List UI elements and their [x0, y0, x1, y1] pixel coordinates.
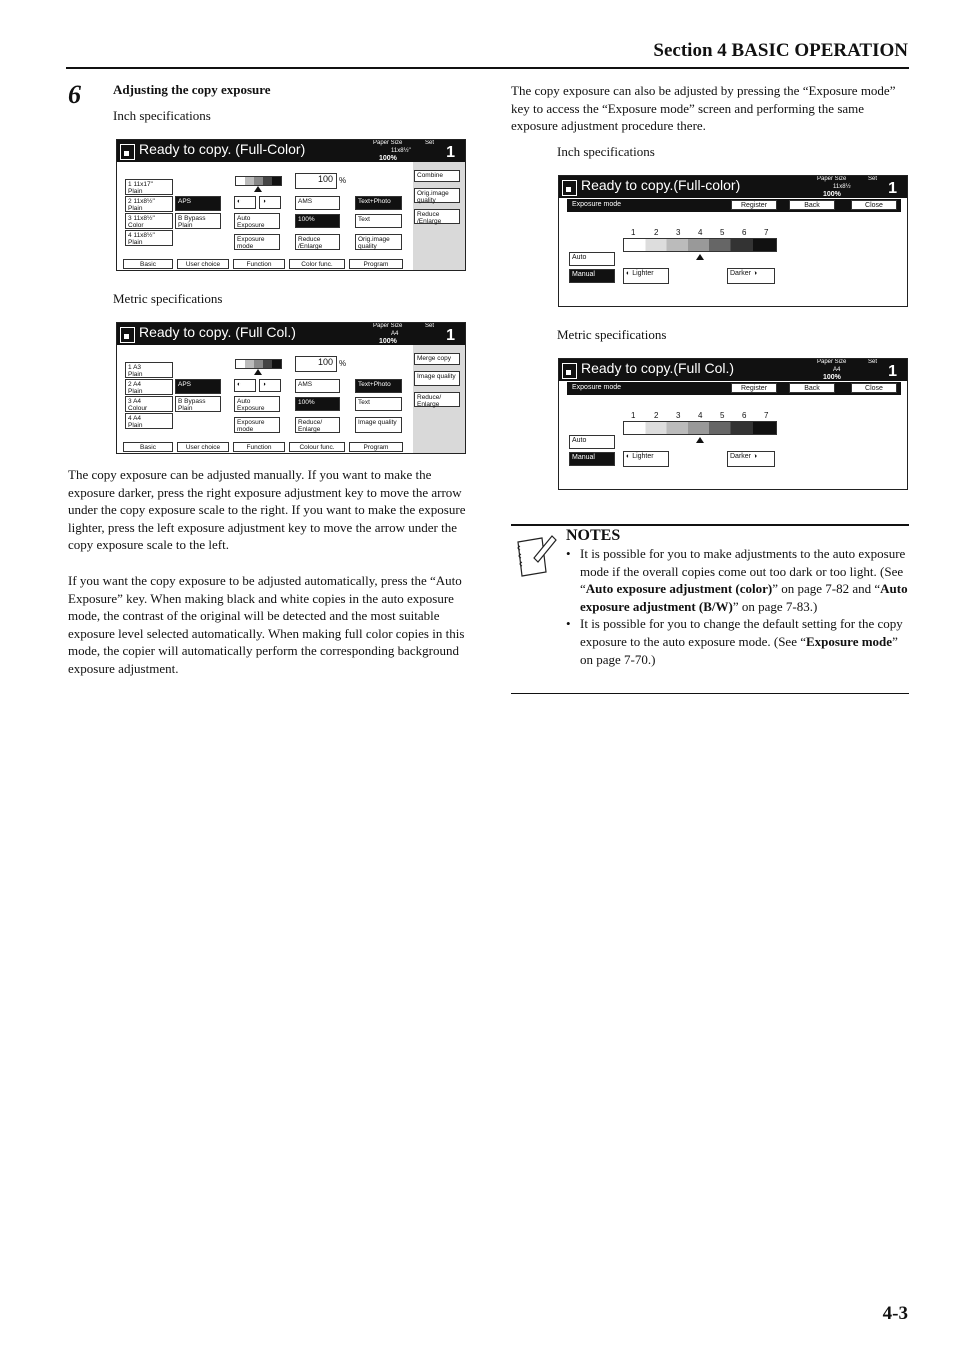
- step-title: Adjusting the copy exposure: [113, 82, 271, 97]
- header-rule: [66, 67, 909, 69]
- zoom-input[interactable]: 100: [295, 356, 337, 372]
- exposure-panel-inch: [558, 175, 908, 307]
- exposure-arrow-icon: [254, 186, 262, 192]
- close-button[interactable]: Close: [851, 383, 897, 393]
- set-count: 1: [446, 144, 455, 161]
- zoom-readout: 100%: [379, 338, 397, 345]
- cassette-4[interactable]: 4 11x8½" Plain: [125, 230, 173, 246]
- set-count: 1: [446, 327, 455, 344]
- cassette-4[interactable]: 4 A4 Plain: [125, 413, 173, 429]
- manual-button[interactable]: Manual: [569, 269, 615, 283]
- notes-item: • It is possible for you to make adjustments to the auto exposure mode if the overall copies come out too dark or too light. (See “Auto exposure adjustment (color)” on page 7-82 and “Auto exposure adjustment (B/W)” on page 7-83.): [566, 545, 908, 615]
- paper-size-value: A4: [833, 367, 841, 373]
- register-button[interactable]: Register: [731, 383, 777, 393]
- cassette-1[interactable]: 1 11x17" Plain: [125, 179, 173, 195]
- tab-program[interactable]: Program: [349, 259, 403, 269]
- body-paragraph-2: If you want the copy exposure to be adjusted automatically, press the “Auto Exposure” key. When making black and white copies in the auto exposure mode, the contrast of the original will be detected and the most suitable exposure level selected automatically. When making full color copies in this mode, the copier will automatically perform the corresponding background exposure adjustment.: [68, 573, 465, 676]
- tab-colour-func[interactable]: Colour func.: [289, 442, 345, 452]
- tab-user-choice[interactable]: User choice: [177, 259, 229, 269]
- scale-number: 1: [631, 411, 636, 420]
- side-button-merge-copy[interactable]: Merge copy: [414, 353, 460, 365]
- side-button-combine[interactable]: Combine: [414, 170, 460, 182]
- exposure-scale: [235, 176, 282, 186]
- document-icon: [120, 327, 135, 343]
- text-button[interactable]: Text: [355, 397, 402, 411]
- exposure-mode-label: Exposure mode: [572, 201, 622, 208]
- side-button-reduce[interactable]: Reduce/ Enlarge: [414, 392, 460, 407]
- manual-button[interactable]: Manual: [569, 452, 615, 466]
- darker-arrow-icon: ◑: [751, 453, 758, 460]
- zoom-readout: 100%: [823, 191, 841, 198]
- copy-panel-metric: [116, 322, 466, 454]
- scale-number: 4: [698, 411, 703, 420]
- cassette-1[interactable]: 1 A3 Plain: [125, 362, 173, 378]
- tab-function[interactable]: Function: [233, 259, 285, 269]
- text-button[interactable]: Text: [355, 214, 402, 228]
- set-count: 1: [888, 180, 897, 197]
- close-button[interactable]: Close: [851, 200, 897, 210]
- scale-number: 6: [742, 228, 747, 237]
- percent-sign: %: [339, 176, 347, 185]
- exposure-scale: [623, 238, 777, 252]
- panel-title: Ready to copy.(Full-color): [581, 177, 741, 193]
- zoom-100-button[interactable]: 100%: [295, 214, 340, 228]
- zoom-readout: 100%: [823, 374, 841, 381]
- back-button[interactable]: Back: [789, 383, 835, 393]
- panel-title-bar: [117, 323, 465, 345]
- lighter-arrow-icon: ◐: [626, 270, 633, 277]
- lighter-key[interactable]: ◐: [234, 379, 256, 392]
- panel-title: Ready to copy.(Full Col.): [581, 360, 735, 376]
- set-label: Set: [425, 140, 435, 146]
- paper-size-label: Paper Size: [373, 140, 403, 146]
- scale-number: 3: [676, 228, 681, 237]
- side-button-image-quality[interactable]: Image quality: [414, 371, 460, 386]
- exposure-arrow-icon: [254, 369, 262, 375]
- exposure-mode-label: Exposure mode: [572, 384, 622, 391]
- scale-number: 5: [720, 411, 725, 420]
- tab-basic[interactable]: Basic: [123, 442, 173, 452]
- percent-sign: %: [339, 359, 347, 368]
- bypass-button[interactable]: B Bypass Plain: [175, 213, 221, 229]
- tab-color-func[interactable]: Color func.: [289, 259, 345, 269]
- panel-title: Ready to copy. (Full-Color): [139, 141, 306, 157]
- paper-size-label: Paper Size: [817, 176, 847, 182]
- reduce-enlarge-button[interactable]: Reduce /Enlarge: [295, 234, 340, 250]
- set-count: 1: [888, 363, 897, 380]
- document-icon: [562, 363, 577, 379]
- register-button[interactable]: Register: [731, 200, 777, 210]
- ams-button[interactable]: AMS: [295, 196, 340, 210]
- darker-button[interactable]: Darker ◑: [727, 451, 775, 467]
- cassette-3[interactable]: 3 11x8½" Color: [125, 213, 173, 229]
- scale-number: 4: [698, 228, 703, 237]
- exposure-mode-button[interactable]: Exposure mode: [234, 417, 280, 433]
- panel-title-bar: [559, 359, 907, 381]
- page-number: 4-3: [882, 1303, 908, 1324]
- scale-number: 7: [764, 228, 769, 237]
- side-button-reduce[interactable]: Reduce /Enlarge: [414, 209, 460, 224]
- scale-number: 1: [631, 228, 636, 237]
- zoom-input[interactable]: 100: [295, 173, 337, 189]
- paper-size-label: Paper Size: [817, 359, 847, 365]
- scale-number: 5: [720, 228, 725, 237]
- panel-title-bar: [559, 176, 907, 198]
- auto-exposure-button[interactable]: Auto Exposure: [234, 396, 280, 412]
- lighter-button[interactable]: ◐ Lighter: [623, 268, 669, 284]
- side-button-orig-quality[interactable]: Orig.image quality: [414, 188, 460, 203]
- set-label: Set: [868, 359, 878, 365]
- darker-button[interactable]: Darker ◑: [727, 268, 775, 284]
- scale-number: 2: [654, 411, 659, 420]
- set-label: Set: [868, 176, 878, 182]
- right-metric-label: Metric specifications: [557, 327, 667, 342]
- lighter-arrow-icon: ◐: [626, 453, 633, 460]
- back-button[interactable]: Back: [789, 200, 835, 210]
- step-number: 6: [68, 80, 81, 109]
- zoom-100-button[interactable]: 100%: [295, 397, 340, 411]
- scale-number: 2: [654, 228, 659, 237]
- right-paragraph: The copy exposure can also be adjusted by pressing the “Exposure mode” key to access the “Exposure mode” screen and performing the same exposure adjustment procedure there.: [511, 83, 896, 134]
- lighter-key[interactable]: ◐: [234, 196, 256, 209]
- metric-spec-label: Metric specifications: [113, 291, 223, 306]
- exposure-arrow-icon: [696, 254, 704, 260]
- panel-title-bar: [117, 140, 465, 162]
- auto-exposure-button[interactable]: Auto Exposure: [234, 213, 280, 229]
- tab-basic[interactable]: Basic: [123, 259, 173, 269]
- cassette-2[interactable]: 2 A4 Plain: [125, 379, 173, 395]
- orig-quality-button[interactable]: Orig.image quality: [355, 234, 402, 250]
- cassette-2[interactable]: 2 11x8½" Plain: [125, 196, 173, 212]
- exposure-panel-metric: [558, 358, 908, 490]
- darker-arrow-icon: ◑: [751, 270, 758, 277]
- exposure-mode-bar: [567, 382, 901, 395]
- lighter-button[interactable]: ◐ Lighter: [623, 451, 669, 467]
- document-icon: [120, 144, 135, 160]
- paper-size-value: 11x8½": [391, 148, 411, 154]
- bypass-button[interactable]: B Bypass Plain: [175, 396, 221, 412]
- tab-user-choice[interactable]: User choice: [177, 442, 229, 452]
- auto-button[interactable]: Auto: [569, 435, 615, 449]
- document-icon: [562, 180, 577, 196]
- right-inch-label: Inch specifications: [557, 144, 655, 159]
- notes-pencil-icon: [512, 532, 558, 580]
- tab-program[interactable]: Program: [349, 442, 403, 452]
- notes-bottom-rule: [511, 693, 909, 694]
- notes-item: • It is possible for you to change the default setting for the copy exposure to the auto exposure mode. (See “Exposure mode” on page 7-70.): [566, 615, 908, 668]
- panel-title: Ready to copy. (Full Col.): [139, 324, 296, 340]
- copy-panel-inch: [116, 139, 466, 271]
- exposure-scale: [623, 421, 777, 435]
- set-label: Set: [425, 323, 435, 329]
- paper-size-value: 11x8½: [833, 184, 851, 190]
- darker-key[interactable]: ◑: [259, 379, 281, 392]
- notes-top-rule: [511, 524, 909, 526]
- scale-number: 7: [764, 411, 769, 420]
- section-title: Section 4 BASIC OPERATION: [653, 40, 908, 61]
- exposure-scale: [235, 359, 282, 369]
- body-paragraph-1: The copy exposure can be adjusted manually. If you want to make the exposure darker, press the right exposure adjustment key to move the arrow under the copy exposure scale to the right. If you want to make the exposure lighter, press the left exposure adjustment key to move the arrow under the copy exposure scale to the left.: [68, 467, 466, 553]
- text-photo-button[interactable]: Text+Photo: [355, 379, 402, 393]
- auto-button[interactable]: Auto: [569, 252, 615, 266]
- ams-button[interactable]: AMS: [295, 379, 340, 393]
- exposure-mode-button[interactable]: Exposure mode: [234, 234, 280, 250]
- darker-key[interactable]: ◑: [259, 196, 281, 209]
- paper-size-value: A4: [391, 331, 399, 337]
- notes-title: NOTES: [566, 527, 621, 544]
- paper-size-label: Paper Size: [373, 323, 403, 329]
- text-photo-button[interactable]: Text+Photo: [355, 196, 402, 210]
- scale-number: 6: [742, 411, 747, 420]
- notes-list: [566, 545, 908, 668]
- image-quality-button[interactable]: Image quality: [355, 417, 402, 433]
- exposure-arrow-icon: [696, 437, 704, 443]
- exposure-mode-bar: [567, 199, 901, 212]
- tab-function[interactable]: Function: [233, 442, 285, 452]
- scale-number: 3: [676, 411, 681, 420]
- zoom-readout: 100%: [379, 155, 397, 162]
- aps-button[interactable]: APS: [175, 196, 221, 211]
- inch-spec-label: Inch specifications: [113, 108, 211, 123]
- aps-button[interactable]: APS: [175, 379, 221, 394]
- reduce-enlarge-button[interactable]: Reduce/ Enlarge: [295, 417, 340, 433]
- cassette-3[interactable]: 3 A4 Colour: [125, 396, 173, 412]
